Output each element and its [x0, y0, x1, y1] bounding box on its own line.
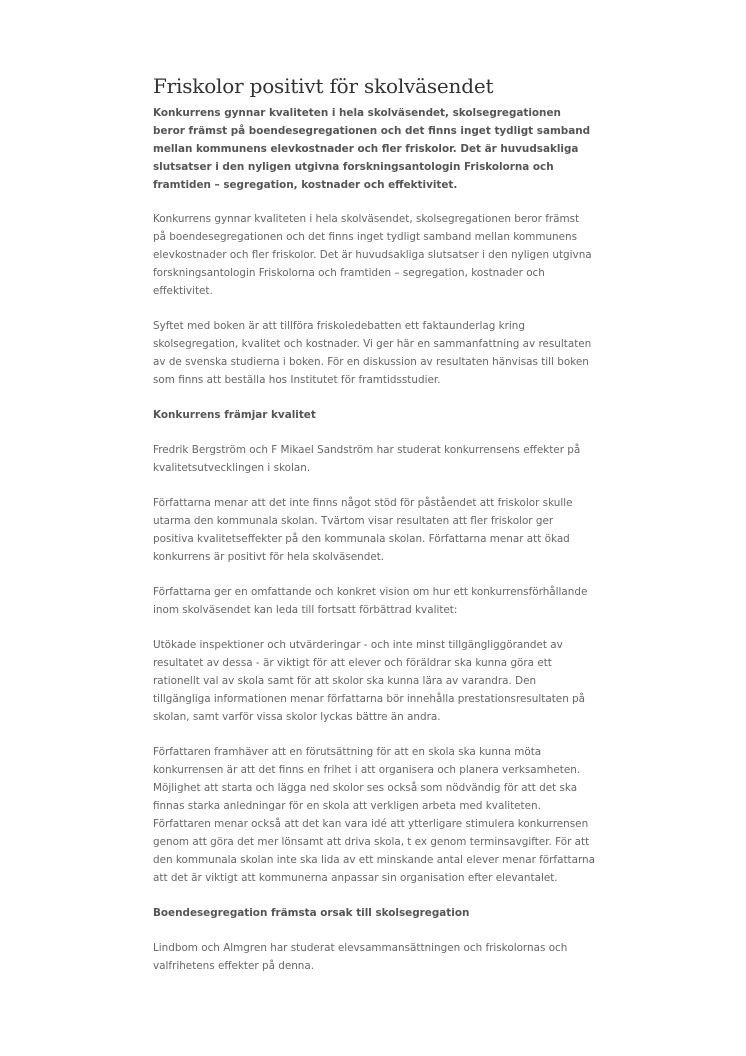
paragraph: Författarna menar att det inte finns något stöd för påståendet att friskolor skulle utarma den kommunala skolan. Tvärtom visar resultaten att fler friskolor ger positiva kvalitetseffekter på den kommunala skolan. Författarna menar att ökad konkurrens är positivt för hela skolväsendet.	[153, 497, 573, 563]
section-heading-kvalitet: Konkurrens främjar kvalitet	[153, 409, 316, 421]
article	[153, 74, 595, 992]
paragraph: Syftet med boken är att tillföra friskoledebatten ett faktaunderlag kring skolsegregation, kvalitet och kostnader. Vi ger här en sammanfattning av resultaten av de svenska studierna i boken. För en diskussion av resultaten hänvisas till boken som finns att beställa hos Institutet för framtidsstudier.	[153, 320, 592, 386]
paragraph: Utökade inspektioner och utvärderingar - och inte minst tillgängliggörandet av resultatet av dessa - är viktigt för att elever och föräldrar ska kunna göra ett rationellt val av skola samt för att skolor ska kunna lära av varandra. Den tillgängliga informationen menar författarna bör innehålla prestationsresultaten på skolan, samt varför vissa skolor lyckas bättre än andra.	[153, 639, 586, 723]
paragraph: Lindbom och Almgren har studerat elevsammansättningen och friskolornas och valfrihetens effekter på denna.	[153, 942, 568, 972]
article-title: Friskolor positivt för skolväsendet	[153, 74, 494, 98]
section-heading-segregation: Boendesegregation främsta orsak till skolsegregation	[153, 907, 470, 919]
article-lead: Konkurrens gynnar kvaliteten i hela skolväsendet, skolsegregationen beror främst på boendesegregationen och det finns inget tydligt samband mellan kommunens elevkostnader och fler friskolor. Det är huvudsakliga slutsatser i den nyligen utgivna forskningsantologin Friskolorna och framtiden – segregation, kostnader och effektivitet.	[153, 107, 591, 191]
paragraph: Författaren framhäver att en förutsättning för att en skola ska kunna möta konkurrensen är att det finns en frihet i att organisera och planera verksamheten. Möjlighet att starta och lägga ned skolor ses också som nödvändig för att det ska finnas starka anledningar för en skola att verkligen arbeta med kvaliteten. Författaren menar också att det kan vara idé att ytterligare stimulera konkurrensen genom att göra det mer lönsamt att driva skola, t ex genom terminsavgifter. För att den kommunala skolan inte ska lida av ett minskande antal elever menar författarna att det är viktigt att kommunerna anpassar sin organisation efter elevantalet.	[153, 746, 596, 884]
paragraph: Författarna ger en omfattande och konkret vision om hur ett konkurrensförhållande inom skolväsendet kan leda till fortsatt förbättrad kvalitet:	[153, 586, 588, 616]
paragraph: Konkurrens gynnar kvaliteten i hela skolväsendet, skolsegregationen beror främst på boendesegregationen och det finns inget tydligt samband mellan kommunens elevkostnader och fler friskolor. Det är huvudsakliga slutsatser i den nyligen utgivna forskningsantologin Friskolorna och framtiden – segregation, kostnader och effektivitet.	[153, 213, 592, 297]
paragraph: Fredrik Bergström och F Mikael Sandström har studerat konkurrensens effekter på kvalitetsutvecklingen i skolan.	[153, 444, 581, 474]
